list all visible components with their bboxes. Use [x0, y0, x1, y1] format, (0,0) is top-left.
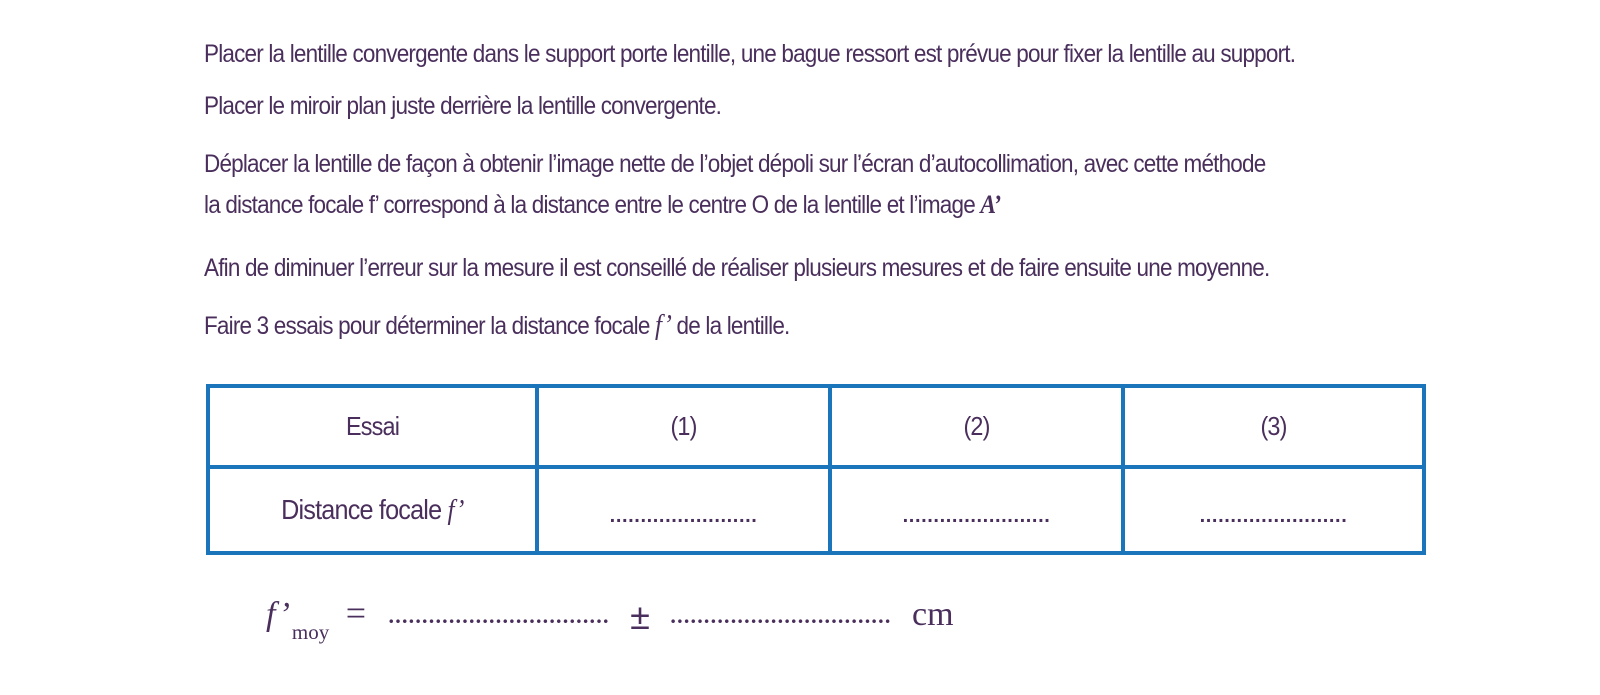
table-row: [208, 467, 1424, 553]
trial-3-header: [1123, 386, 1424, 467]
focal-distance-symbol: f’: [447, 494, 464, 526]
trial-2-blank: ........................: [902, 504, 1051, 527]
instruction-three-trials: [204, 306, 789, 346]
trial-1-header: [537, 386, 830, 467]
trial-3-blank: ........................: [1199, 504, 1348, 527]
table-header-row: [208, 386, 1424, 467]
instruction-place-lens-text: Placer la lentille convergente dans le support porte lentille, une bague ressort est prévue pour fixer la lentille au support.: [204, 40, 1296, 68]
instruction-average-text: Afin de diminuer l’erreur sur la mesure il est conseillé de réaliser plusieurs mesures et de faire ensuite une moyenne.: [204, 254, 1270, 282]
instruction-average: [204, 248, 1269, 288]
formula-subscript: moy: [291, 620, 330, 644]
focal-distance-row-header: [208, 467, 537, 553]
trial-1-label: (1): [670, 411, 697, 442]
focal-distance-label: Distance focale: [281, 493, 442, 525]
trial-1-blank: ........................: [609, 504, 758, 527]
uncertainty-blank[interactable]: .................................: [670, 603, 892, 628]
mean-focal-length-formula: [266, 592, 954, 652]
mean-value-blank[interactable]: .................................: [388, 603, 610, 628]
trial-header-label: Essai: [345, 411, 400, 442]
instruction-place-lens: [204, 34, 1295, 74]
focal-length-symbol: f’: [654, 310, 672, 341]
formula-variable: f’: [266, 596, 290, 633]
trial-2-value-field[interactable]: [830, 467, 1123, 553]
trial-2-label: (2): [963, 411, 990, 442]
trial-3-value-field[interactable]: [1123, 467, 1424, 553]
focal-length-table: [206, 384, 1426, 555]
trial-header-cell: [208, 386, 537, 467]
instruction-place-mirror-text: Placer le miroir plan juste derrière la lentille convergente.: [204, 92, 722, 120]
instruction-place-mirror: [204, 86, 721, 126]
formula-equals: =: [345, 593, 367, 633]
trial-1-value-field[interactable]: [537, 467, 830, 553]
trial-2-header: [830, 386, 1123, 467]
trial-3-label: (3): [1260, 411, 1287, 442]
formula-unit: cm: [912, 596, 954, 633]
image-point-symbol: A’: [980, 190, 1001, 219]
instruction-move-lens-line1-text: Déplacer la lentille de façon à obtenir l’image nette de l’objet dépoli sur l’écran d’autocollimation, avec cette méthode: [204, 150, 1266, 178]
instruction-three-trials-end: de la lentille.: [676, 312, 790, 340]
plus-minus-sign: ±: [630, 596, 650, 637]
instruction-move-lens-line2-text: la distance focale f’ correspond à la distance entre le centre O de la lentille et l’image: [204, 191, 975, 219]
instruction-move-lens-line2: [204, 185, 1000, 225]
instruction-three-trials-text: Faire 3 essais pour déterminer la distance focale: [204, 312, 650, 340]
instruction-move-lens-line1: [204, 144, 1265, 184]
